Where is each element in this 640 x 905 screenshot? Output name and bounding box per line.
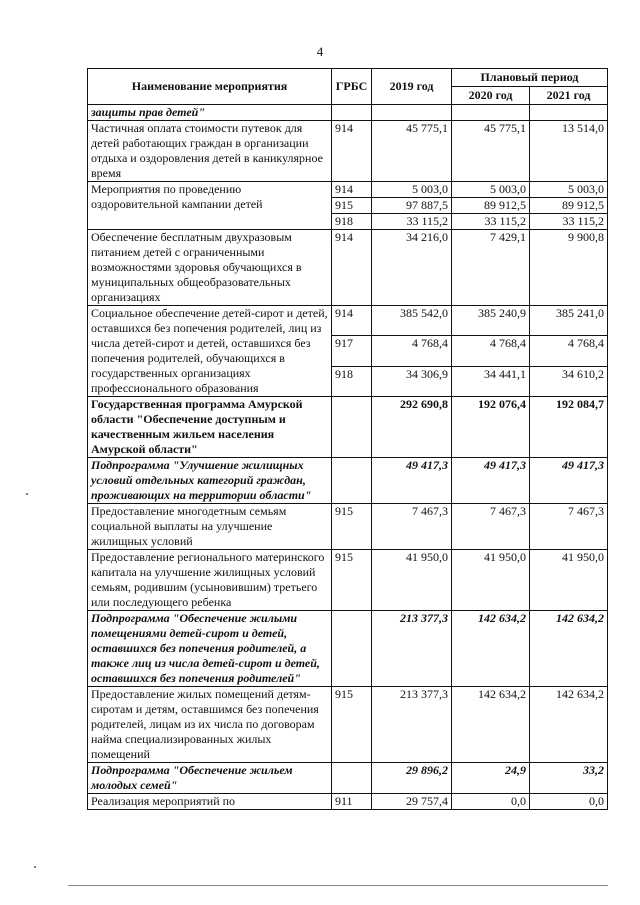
value-2021: 33 115,2 bbox=[530, 214, 608, 230]
activity-name: Предоставление многодетным семьям социальной выплаты на улучшение жилищных условий bbox=[88, 504, 332, 550]
value-2019: 34 216,0 bbox=[372, 230, 452, 306]
header-planned-period: Плановый период bbox=[452, 69, 608, 87]
activity-name: Государственная программа Амурской области "Обеспечение доступным и качественным жильем населения Амурской области" bbox=[88, 397, 332, 458]
value-2019: 29 896,2 bbox=[372, 763, 452, 794]
value-2020: 34 441,1 bbox=[452, 366, 530, 396]
activity-name: Обеспечение бесплатным двухразовым питанием детей с ограниченными возможностями здоровья обучающихся в муниципальных общеобразовательных организациях bbox=[88, 230, 332, 306]
grbs-code bbox=[332, 397, 372, 458]
value-2019 bbox=[372, 105, 452, 121]
grbs-code: 914 bbox=[332, 182, 372, 198]
value-2021: 49 417,3 bbox=[530, 458, 608, 504]
header-2021: 2021 год bbox=[530, 87, 608, 105]
grbs-code: 915 bbox=[332, 687, 372, 763]
margin-mark bbox=[34, 866, 36, 868]
value-2020: 142 634,2 bbox=[452, 687, 530, 763]
value-2021: 33,2 bbox=[530, 763, 608, 794]
activity-name: Частичная оплата стоимости путевок для детей работающих граждан в организации отдыха и оздоровления детей в каникулярное время bbox=[88, 121, 332, 182]
value-2021: 34 610,2 bbox=[530, 366, 608, 396]
header-2019: 2019 год bbox=[372, 69, 452, 105]
table-row bbox=[88, 182, 608, 198]
table-header bbox=[88, 69, 608, 105]
grbs-code bbox=[332, 458, 372, 504]
value-2019: 385 542,0 bbox=[372, 306, 452, 336]
value-2020: 7 467,3 bbox=[452, 504, 530, 550]
activity-name: Социальное обеспечение детей-сирот и детей, оставшихся без попечения родителей, лиц из числа детей-сирот и детей, оставшихся без попечения родителей, обучающихся в государственных организациях профессионального образования bbox=[88, 306, 332, 397]
value-2019: 7 467,3 bbox=[372, 504, 452, 550]
table-row bbox=[88, 306, 608, 336]
value-2020: 5 003,0 bbox=[452, 182, 530, 198]
value-2020: 0,0 bbox=[452, 794, 530, 810]
value-2019: 33 115,2 bbox=[372, 214, 452, 230]
value-2020: 192 076,4 bbox=[452, 397, 530, 458]
value-2020: 49 417,3 bbox=[452, 458, 530, 504]
value-2020: 45 775,1 bbox=[452, 121, 530, 182]
header-2020: 2020 год bbox=[452, 87, 530, 105]
table-row bbox=[88, 550, 608, 611]
grbs-code: 915 bbox=[332, 198, 372, 214]
activity-name: защиты прав детей" bbox=[88, 105, 332, 121]
value-2021: 142 634,2 bbox=[530, 611, 608, 687]
value-2021: 5 003,0 bbox=[530, 182, 608, 198]
value-2020: 33 115,2 bbox=[452, 214, 530, 230]
page-number: 4 bbox=[316, 44, 324, 59]
value-2019: 49 417,3 bbox=[372, 458, 452, 504]
grbs-code: 914 bbox=[332, 121, 372, 182]
value-2019: 29 757,4 bbox=[372, 794, 452, 810]
value-2021: 41 950,0 bbox=[530, 550, 608, 611]
table-row bbox=[88, 458, 608, 504]
activity-name: Предоставление жилых помещений детям-сиротам и детям, оставшимся без попечения родителей, лицам из их числа по договорам найма специализированных жилых помещений bbox=[88, 687, 332, 763]
grbs-code bbox=[332, 105, 372, 121]
grbs-code: 915 bbox=[332, 504, 372, 550]
table-row bbox=[88, 763, 608, 794]
table-row bbox=[88, 504, 608, 550]
grbs-code: 917 bbox=[332, 336, 372, 366]
value-2019: 97 887,5 bbox=[372, 198, 452, 214]
bottom-rule bbox=[68, 885, 608, 886]
grbs-code: 918 bbox=[332, 214, 372, 230]
value-2020: 142 634,2 bbox=[452, 611, 530, 687]
grbs-code: 911 bbox=[332, 794, 372, 810]
header-name: Наименование мероприятия bbox=[88, 69, 332, 105]
grbs-code bbox=[332, 763, 372, 794]
activity-name: Подпрограмма "Улучшение жилищных условий отдельных категорий граждан, проживающих на территории области" bbox=[88, 458, 332, 504]
header-grbs: ГРБС bbox=[332, 69, 372, 105]
value-2021 bbox=[530, 105, 608, 121]
value-2020: 385 240,9 bbox=[452, 306, 530, 336]
value-2019: 213 377,3 bbox=[372, 611, 452, 687]
table-row bbox=[88, 794, 608, 810]
grbs-code bbox=[332, 611, 372, 687]
grbs-code: 915 bbox=[332, 550, 372, 611]
activity-name: Реализация мероприятий по bbox=[88, 794, 332, 810]
value-2021: 385 241,0 bbox=[530, 306, 608, 336]
value-2021: 0,0 bbox=[530, 794, 608, 810]
value-2019: 41 950,0 bbox=[372, 550, 452, 611]
table-row bbox=[88, 687, 608, 763]
table-row bbox=[88, 611, 608, 687]
value-2020: 7 429,1 bbox=[452, 230, 530, 306]
activity-name: Предоставление регионального материнского капитала на улучшение жилищных условий семьям, родившим (усыновившим) третьего или последующего ребенка bbox=[88, 550, 332, 611]
value-2019: 4 768,4 bbox=[372, 336, 452, 366]
table-row bbox=[88, 230, 608, 306]
grbs-code: 918 bbox=[332, 366, 372, 396]
activity-name: Подпрограмма "Обеспечение жильем молодых семей" bbox=[88, 763, 332, 794]
grbs-code: 914 bbox=[332, 230, 372, 306]
value-2021: 4 768,4 bbox=[530, 336, 608, 366]
value-2020: 41 950,0 bbox=[452, 550, 530, 611]
activity-name: Мероприятия по проведению оздоровительной кампании детей bbox=[88, 182, 332, 230]
activity-name: Подпрограмма "Обеспечение жилыми помещениями детей-сирот и детей, оставшихся без попечения родителей, а также лиц из числа детей-сирот и детей, оставшихся без попечения родителей" bbox=[88, 611, 332, 687]
value-2019: 292 690,8 bbox=[372, 397, 452, 458]
table-row bbox=[88, 121, 608, 182]
value-2021: 142 634,2 bbox=[530, 687, 608, 763]
table-row bbox=[88, 397, 608, 458]
value-2020: 4 768,4 bbox=[452, 336, 530, 366]
budget-table bbox=[87, 68, 608, 810]
value-2021: 89 912,5 bbox=[530, 198, 608, 214]
value-2020: 24,9 bbox=[452, 763, 530, 794]
value-2019: 45 775,1 bbox=[372, 121, 452, 182]
value-2021: 7 467,3 bbox=[530, 504, 608, 550]
grbs-code: 914 bbox=[332, 306, 372, 336]
table-body bbox=[88, 105, 608, 810]
value-2021: 9 900,8 bbox=[530, 230, 608, 306]
margin-mark bbox=[26, 493, 28, 495]
value-2019: 5 003,0 bbox=[372, 182, 452, 198]
value-2019: 213 377,3 bbox=[372, 687, 452, 763]
value-2019: 34 306,9 bbox=[372, 366, 452, 396]
value-2021: 13 514,0 bbox=[530, 121, 608, 182]
value-2021: 192 084,7 bbox=[530, 397, 608, 458]
table-row bbox=[88, 105, 608, 121]
value-2020: 89 912,5 bbox=[452, 198, 530, 214]
value-2020 bbox=[452, 105, 530, 121]
